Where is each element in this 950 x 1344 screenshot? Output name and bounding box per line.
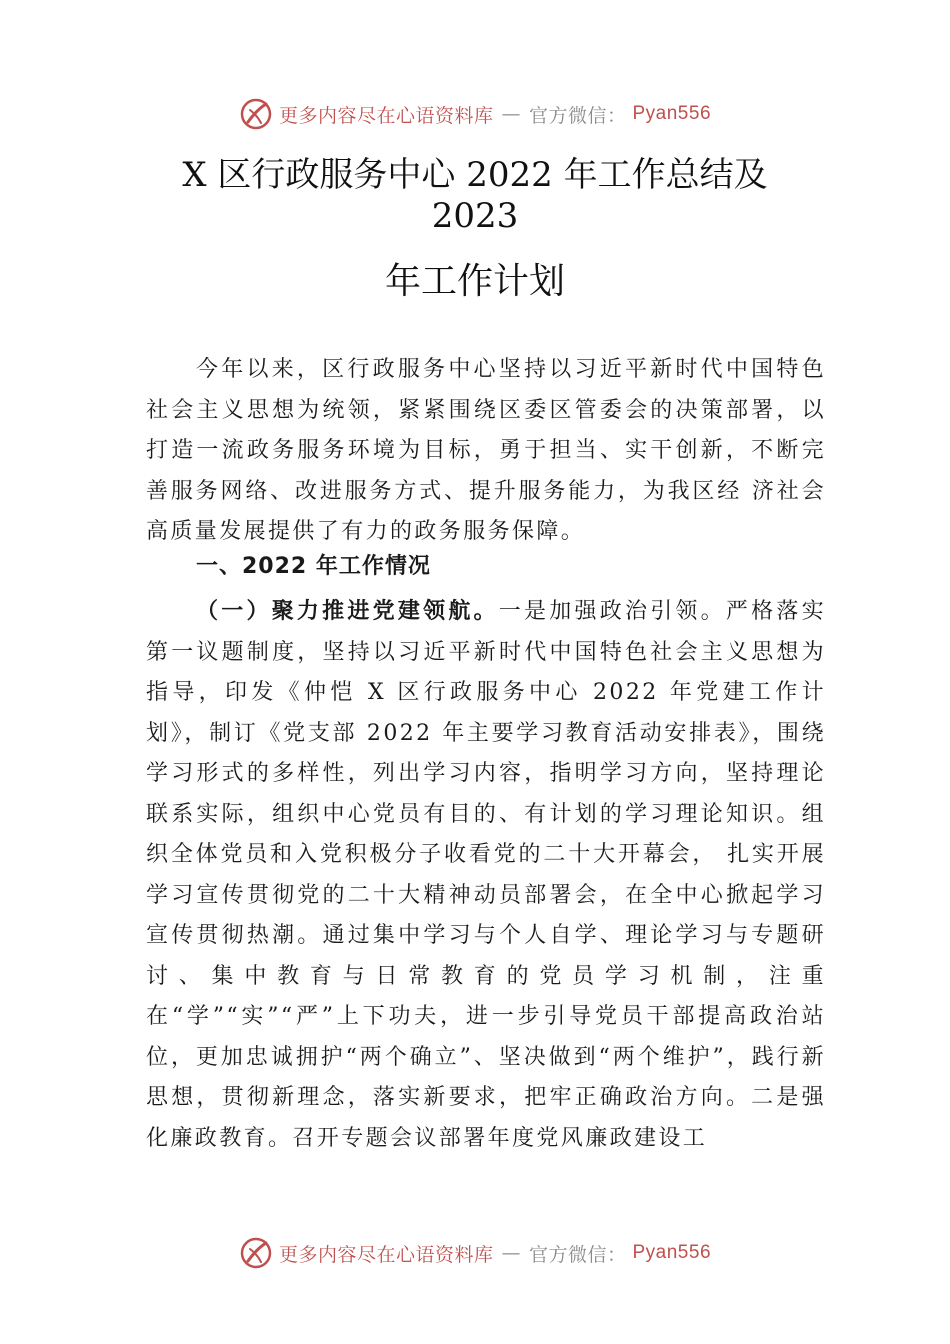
section-heading-2022-work: 一、2022 年工作情况 bbox=[196, 554, 431, 579]
section1-paragraph bbox=[146, 591, 826, 1159]
watermark-footer bbox=[0, 1236, 950, 1270]
subsection-lead: （一）聚力推进党建领航。 bbox=[196, 598, 499, 624]
watermark-brand: 更多内容尽在心语资料库 bbox=[278, 104, 494, 127]
watermark-wechat-id: Pyan556 bbox=[632, 103, 712, 124]
watermark-wechat-id: Pyan556 bbox=[632, 1242, 712, 1263]
document-title-line3: 年工作计划 bbox=[384, 261, 565, 302]
document-title-line2: 2023 bbox=[431, 196, 519, 236]
subsection-text: 一是加强政治引领。严格落实第一议题制度，坚持以习近平新时代中国特色社会主义思想为指导，印发《仲恺 X 区行政服务中心 2022 年党建工作计划》，制订《党支部 2022 年主要学习教育活动安排表》，围绕学习形式的多样性，列出学习内容，指明学习方向，坚持理论联系实际，组织中心党员有目的、有计划的学习理论知识。组织全体党员和入党积极分子收看党的二十大开幕会， 扎实开展学习宣传贯彻党的二十大精神动员部署会，在全中心掀起学习宣传贯彻热潮。通过集中学习与个人自学、理论学习与专题研讨、集中教育与日常教育的党员学习机制，注重在“学”“实”“严”上下功夫，进一步引导党员干部提高政治站位，更加忠诚拥护“两个确立”、坚决做到“两个维护”，践行新思想，贯彻新理念，落实新要求，把牢正确政治方向。二是强化廉政教育。召开专题会议部署年度党风廉政建设工 bbox=[146, 599, 826, 1151]
brush-logo-icon bbox=[239, 1236, 273, 1270]
intro-paragraph: 今年以来，区行政服务中心坚持以习近平新时代中国特色社会主义思想为统领，紧紧围绕区委区管委会的决策部署，以打造一流政务服务环境为目标，勇于担当、实干创新，不断完善服务网络、改进服务方式、提升服务能力，为我区经 济社会高质量发展提供了有力的政务服务保障。 bbox=[146, 357, 826, 544]
watermark-separator: — bbox=[501, 1242, 521, 1264]
watermark-separator: — bbox=[501, 103, 521, 125]
watermark-brand: 更多内容尽在心语资料库 bbox=[278, 1243, 494, 1266]
watermark-label: 官方微信： bbox=[528, 104, 627, 127]
document-title-line1: X 区行政服务中心 2022 年工作总结及 bbox=[182, 155, 768, 195]
watermark-header bbox=[0, 97, 950, 131]
watermark-label: 官方微信： bbox=[528, 1243, 627, 1266]
brush-logo-icon bbox=[239, 97, 273, 131]
